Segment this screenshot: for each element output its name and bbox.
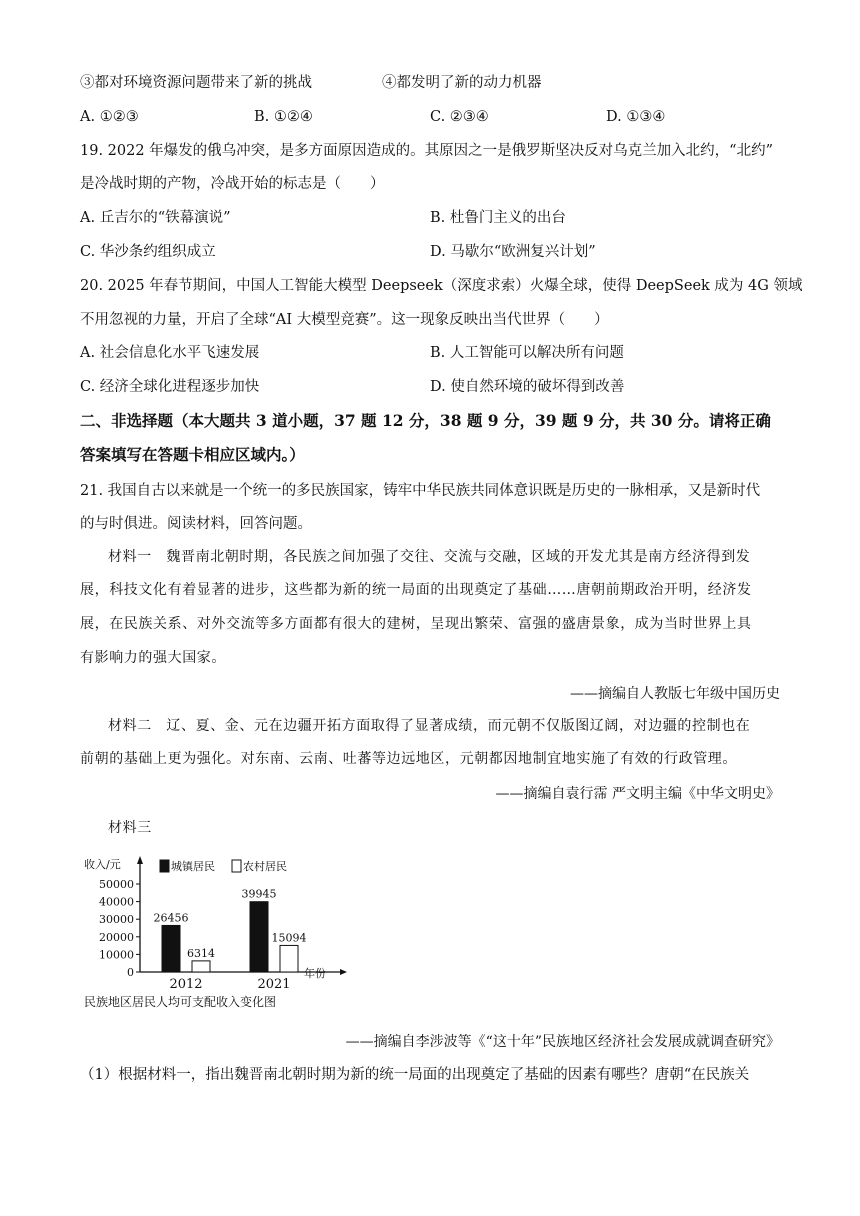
material2-line2: 前朝的基础上更为强化。对东南、云南、吐蕃等边远地区，元朝都因地制宜地实施了有效的行政管理。 [80,751,737,767]
q21-stem-line1: 21. 我国自古以来就是一个统一的多民族国家，铸牢中华民族共同体意识既是历史的一脉相承，又是新时代 [80,483,761,499]
material2-line1: 材料二 辽、夏、金、元在边疆开拓方面取得了显著成绩，而元朝不仅版图辽阔，对边疆的控制也在 [108,718,751,734]
q18-option-a: A. ①②③ [80,109,139,125]
legend-label: 城镇居民 [171,860,215,873]
q19-stem-line1: 19. 2022 年爆发的俄乌冲突，是多方面原因造成的。其原因之一是俄罗斯坚决反对乌克兰加入北约，“北约” [80,143,774,159]
bar-value-label: 15094 [271,931,307,945]
q19-option-a: A. 丘吉尔的“铁幕演说” [80,210,231,226]
bar [280,945,298,972]
y-axis-arrow [137,856,143,864]
q18-item3: ③都对环境资源问题带来了新的挑战 [80,75,312,91]
income-bar-chart [82,852,352,1012]
y-axis-label: 收入/元 [84,858,121,871]
q18-option-c: C. ②③④ [430,109,489,125]
material3-source: ——摘编自李涉波等《“这十年”民族地区经济社会发展成就调查研究》 [345,1034,780,1050]
y-tick-label: 10000 [99,948,134,962]
y-tick-label: 50000 [99,878,134,891]
q20-stem-line1: 20. 2025 年春节期间，中国人工智能大模型 Deepseek（深度求索）火爆全球，使得 DeepSeek 成为 4G 领域 [80,278,803,294]
material1-line2: 展，科技文化有着显著的进步，这些都为新的统一局面的出现奠定了基础……唐朝前期政治开明，经济发 [80,582,752,598]
material1-line1: 材料一 魏晋南北朝时期，各民族之间加强了交往、交流与交融，区域的开发尤其是南方经济得到发 [108,549,751,565]
q19-option-c: C. 华沙条约组织成立 [80,244,216,260]
q18-option-b: B. ①②④ [254,109,313,125]
section2-heading-line1: 二、非选择题（本大题共 3 道小题，37 题 12 分，38 题 9 分，39 题 9 分，共 30 分。请将正确 [80,411,771,430]
legend-swatch [232,860,241,872]
q20-option-b: B. 人工智能可以解决所有问题 [430,345,624,361]
bar-value-label: 39945 [241,887,277,901]
material1-source: ——摘编自人教版七年级中国历史 [570,686,780,702]
material1-line3: 展，在民族关系、对外交流等多方面都有很大的建树，呈现出繁荣、富强的盛唐景象，成为当时世界上具 [80,616,752,632]
bar [192,961,210,972]
y-tick-label: 0 [127,966,134,979]
q21-stem-line2: 的与时俱进。阅读材料，回答问题。 [80,516,312,532]
q20-option-c: C. 经济全球化进程逐步加快 [80,379,260,395]
q18-option-d: D. ①③④ [606,109,666,125]
q19-option-d: D. 马歇尔“欧洲复兴计划” [430,244,596,260]
x-axis-label: 年份 [304,967,326,980]
y-tick-label: 40000 [99,895,134,909]
q18-item4: ④都发明了新的动力机器 [382,75,542,91]
x-tick-label: 2012 [169,977,203,992]
material2-source: ——摘编自袁行霈 严文明主编《中华文明史》 [495,786,780,802]
bar-value-label: 6314 [187,946,215,960]
q19-stem-line2: 是冷战时期的产物，冷战开始的标志是（ ） [80,176,385,192]
chart-title: 民族地区居民人均可支配收入变化图 [84,995,277,1009]
q19-option-b: B. 杜鲁门主义的出台 [430,210,566,226]
section2-heading-line2: 答案填写在答题卡相应区域内。） [80,445,305,464]
legend-label: 农村居民 [243,860,287,873]
y-tick-label: 30000 [99,913,134,927]
q20-option-d: D. 使自然环境的破坏得到改善 [430,379,625,395]
legend-swatch [160,860,169,872]
q20-stem-line2: 不用忽视的力量，开启了全球“AI 大模型竞赛”。这一现象反映出当代世界（ ） [80,312,609,328]
bar [162,925,180,972]
x-axis-arrow [340,969,347,975]
material1-line4: 有影响力的强大国家。 [80,650,226,666]
y-tick-label: 20000 [99,930,134,944]
q20-option-a: A. 社会信息化水平飞速发展 [80,345,260,361]
material3-label: 材料三 [108,820,152,836]
bar [250,902,268,972]
q21-sub1: （1）根据材料一，指出魏晋南北朝时期为新的统一局面的出现奠定了基础的因素有哪些？唐朝“在民族关 [80,1067,750,1083]
x-tick-label: 2021 [257,977,291,992]
bar-value-label: 26456 [153,911,189,925]
